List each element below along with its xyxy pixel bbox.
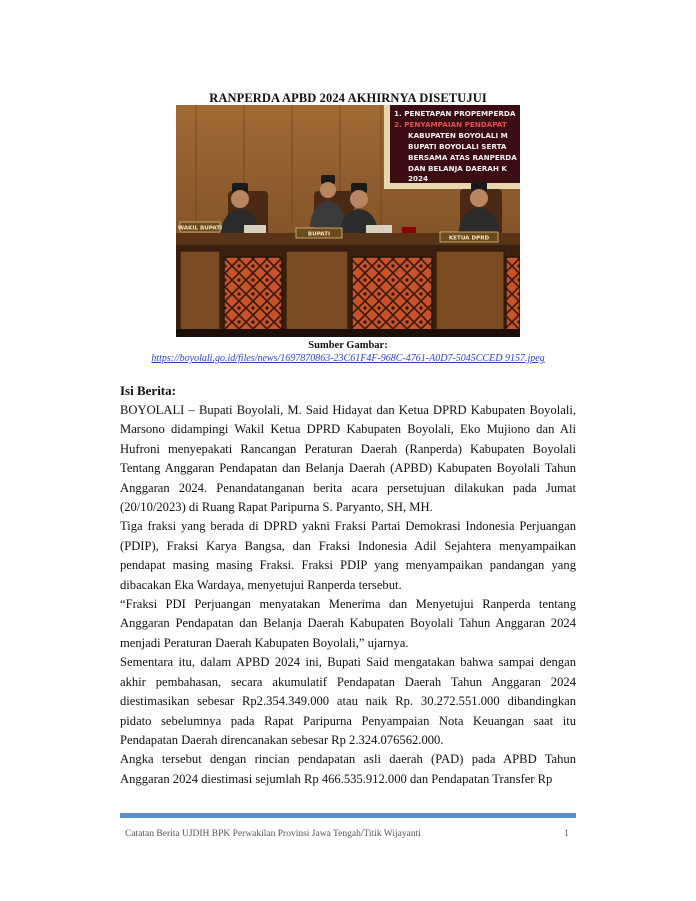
screen-line: BERSAMA ATAS RANPERDA (408, 153, 517, 162)
page-number: 1 (564, 829, 569, 839)
screen-line: 2024 (408, 174, 429, 183)
image-caption-label: Sumber Gambar: (308, 340, 388, 351)
news-photo (176, 105, 520, 337)
screen-line: KABUPATEN BOYOLALI M (408, 131, 508, 140)
article-body (120, 401, 576, 789)
screen-line: BUPATI BOYOLALI SERTA (408, 142, 507, 151)
nameplate-label: WAKIL BUPATI (177, 225, 223, 232)
body-paragraph: “Fraksi PDI Perjuangan menyatakan Menerima dan Menyetujui Ranperda tentang Anggaran Pendapatan dan Belanja Daerah Kabupaten Boyolali Tahun Anggaran 2024 menjadi Peraturan Daerah Kabupaten Boyolali,” ujarnya. (120, 597, 576, 650)
section-heading: Isi Berita: (120, 383, 176, 398)
footer-rule (120, 813, 576, 818)
body-paragraph: Angka tersebut dengan rincian pendapatan asli daerah (PAD) pada APBD Tahun Anggaran 2024 diestimasi sejumlah Rp 466.535.912.000 dan Pendapatan Transfer Rp (120, 752, 576, 786)
nameplate-label: KETUA DPRD (448, 235, 490, 242)
screen-line: 2. PENYAMPAIAN PENDAPAT (394, 120, 507, 129)
body-paragraph: Sementara itu, dalam APBD 2024 ini, Bupati Said mengatakan bahwa sampai dengan akhir pembahasan, secara akumulatif Pendapatan Daerah Tahun Anggaran 2024 diestimasikan sebesar Rp2.354.349.000 atau naik Rp. 30.272.551.000 dibandingkan pidato sebelumnya pada Rapat Paripurna Penyampaian Nota Keuangan saat itu Pendapatan Daerah direncanakan sebesar Rp 2.324.076562.000. (120, 655, 576, 747)
body-paragraph: Tiga fraksi yang berada di DPRD yakni Fraksi Partai Demokrasi Indonesia Perjuangan (PDIP), Fraksi Karya Bangsa, dan Fraksi Indonesia Adil Sejahtera menyampaikan pendapat masing masing Fraksi. Fraksi PDIP yang menyampaikan pandangan yang dibacakan Eka Wardaya, menyetujui Ranperda tersebut. (120, 519, 576, 592)
nameplate-label: BUPATI (307, 231, 331, 238)
screen-line: DAN BELANJA DAERAH K (408, 164, 507, 173)
body-paragraph: BOYOLALI – Bupati Boyolali, M. Said Hidayat dan Ketua DPRD Kabupaten Boyolali, Marsono didampingi Wakil Ketua DPRD Kabupaten Boyolali, Eko Mujiono dan Ali Hufroni menyepakati Rancangan Peraturan Daerah (Ranperda) Kabupaten Boyolali Tentang Anggaran Pendapatan dan Belanja Daerah (APBD) Kabupaten Boyolali Tahun Anggaran 2024. Penandatanganan berita acara persetujuan dilakukan pada Jumat (20/10/2023) di Ruang Rapat Paripurna S. Paryanto, SH, MH. (120, 403, 576, 515)
screen-line: 1. PENETAPAN PROPEMPERDA (394, 109, 516, 118)
article-title: RANPERDA APBD 2024 AKHIRNYA DISETUJUI (209, 91, 487, 105)
image-source-link[interactable]: https://boyolali.go.id/files/news/1697870863-23C61F4F-968C-4761-A0D7-5045CCED 9157.jpeg (151, 353, 545, 364)
footer-text: Catatan Berita UJDIH BPK Perwakilan Provinsi Jawa Tengah/Titik Wijayanti (125, 829, 421, 839)
